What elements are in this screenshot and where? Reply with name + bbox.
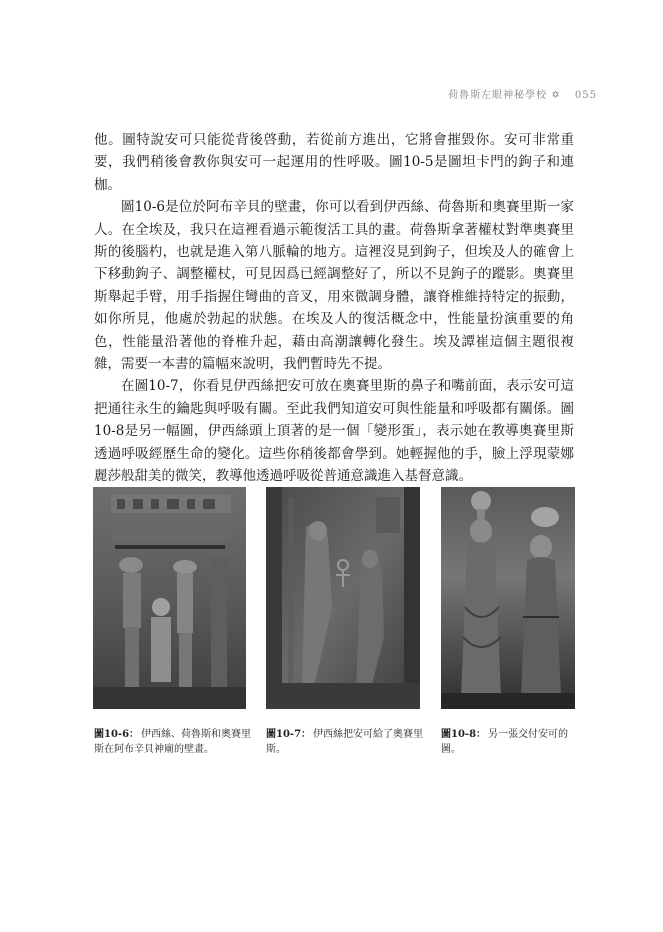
figure-number: 圖10-7： xyxy=(266,729,312,740)
running-head-title-text: 荷魯斯左眼神秘學校 xyxy=(448,90,548,101)
figure-number: 圖10-8： xyxy=(441,729,487,740)
star-of-david-icon: ✡ xyxy=(551,90,561,101)
figure-10-8-image xyxy=(441,487,575,709)
figure-caption-text: 另一張交付安可的圖。 xyxy=(441,729,569,755)
figure-10-8-caption xyxy=(441,727,581,757)
paragraph-3: 在圖10-7，你看見伊西絲把安可放在奧賽里斯的鼻子和嘴前面，表示安可這把通往永生的鑰匙與呼吸有關。至此我們知道安可與性能量和呼吸都有關係。圖10-8是另一幅圖，伊西絲頭上頂著的是一個「變形蛋」，表示她在教導奧賽里斯透過呼吸經歷生命的變化。這些你稍後都會學到。她輕握他的手，臉上浮現蒙娜麗莎般甜美的微笑，教導他透過呼吸從普通意識進入基督意識。 xyxy=(94,378,574,485)
figure-10-6-image xyxy=(93,487,246,709)
isis-ankh-osiris-photo xyxy=(266,487,420,709)
figure-10-6-caption xyxy=(94,727,254,757)
figure-caption-text: 伊西絲把安可給了奧賽里斯。 xyxy=(266,729,424,755)
abu-simbel-mural-photo xyxy=(93,487,246,709)
paragraph-2: 圖10-6是位於阿布辛貝的壁畫，你可以看到伊西絲、荷魯斯和奧賽里斯一家人。在全埃及，我只在這裡看過示範復活工具的畫。荷魯斯拿著權杖對準奧賽里斯的後腦杓，也就是進入第八脈輪的地方。這裡沒見到鉤子，但埃及人的確會上下移動鉤子、調整權杖，可見因爲已經調整好了，所以不見鉤子的蹤影。奧賽里斯舉起手臂，用手指握住彎曲的音叉，用來微調身體，讓脊椎維持特定的振動，如你所見，他處於勃起的狀態。在埃及人的復活概念中，性能量扮演重要的角色，性能量沿著他的脊椎升起，藉由高潮讓轉化發生。埃及譚崔這個主題很複雜，需要一本書的篇幅來說明，我們暫時先不提。 xyxy=(94,199,574,373)
ankh-handover-photo xyxy=(441,487,575,709)
figure-10-7-caption xyxy=(266,727,424,757)
page-number: 055 xyxy=(574,90,597,101)
figure-caption-text: 伊西絲、荷魯斯和奧賽里斯在阿布辛貝神廟的壁畫。 xyxy=(94,729,252,755)
paragraph-1: 他。圖特說安可只能從背後啓動，若從前方進出，它將會摧毀你。安可非常重要，我們稍後會教你與安可一起運用的性呼吸。圖10-5是圖坦卡門的鉤子和連枷。 xyxy=(94,132,574,193)
running-head xyxy=(448,86,597,101)
body-text xyxy=(94,129,574,488)
figure-10-7-image xyxy=(266,487,420,709)
running-head-title xyxy=(448,90,565,101)
figure-number: 圖10-6： xyxy=(94,729,140,740)
